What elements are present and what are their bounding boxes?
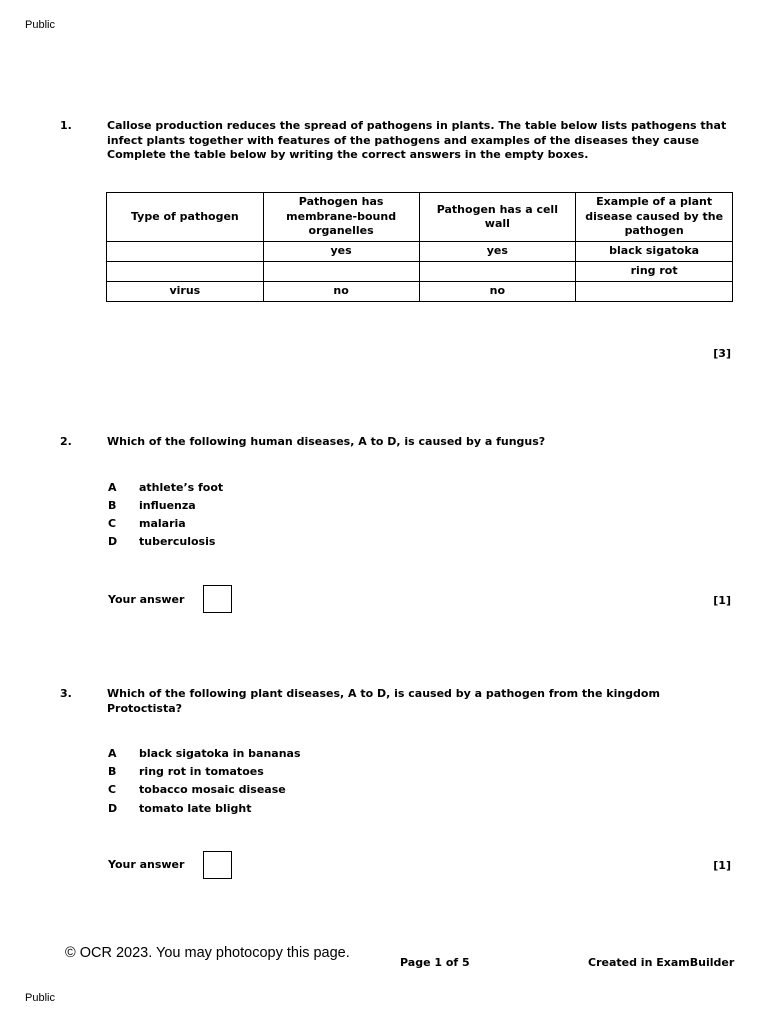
option-text: malaria [139,517,186,530]
table-cell: ring rot [576,262,733,282]
table-cell: no [263,282,419,302]
q1-question-text [107,119,727,163]
q2-answer-box[interactable] [203,585,232,613]
footer-copyright: © OCR 2023. You may photocopy this page. [65,945,350,961]
q3-question-text: Which of the following plant diseases, A to D, is caused by a pathogen from the kingdom Protoctista? [107,687,660,715]
table-cell-empty[interactable] [576,282,733,302]
option-text: tomato late blight [139,802,252,815]
q3-option-a [108,747,508,765]
table-cell: virus [107,282,264,302]
q1-number: 1. [60,119,72,132]
option-letter: B [108,499,117,512]
q3-marks: [1] [713,859,731,872]
footer-classification: Public [25,992,55,1004]
pathogen-table [106,192,733,302]
option-letter: A [108,747,117,760]
option-letter: D [108,535,118,548]
q1-marks: [3] [713,347,731,360]
table-header-cell: Example of a plant disease caused by the pathogen [576,193,733,242]
table-cell-empty[interactable] [107,242,264,262]
option-text: tobacco mosaic disease [139,783,286,796]
table-cell: black sigatoka [576,242,733,262]
q3-option-d [108,802,508,820]
option-text: black sigatoka in bananas [139,747,301,760]
option-letter: C [108,517,117,530]
table-row [107,242,733,262]
q3-option-c [108,783,508,801]
table-cell: no [419,282,576,302]
q1-text: Callose production reduces the spread of pathogens in plants. The table below lists pathogens that infect plants together with features of the pathogens and examples of the diseases they cause [107,119,727,147]
q3-answer-label: Your answer [108,858,185,871]
q2-option-c [108,517,508,535]
q2-marks: [1] [713,594,731,607]
table-header-cell: Type of pathogen [107,193,264,242]
option-text: ring rot in tomatoes [139,765,264,778]
table-header-row [107,193,733,242]
footer-page-number: Page 1 of 5 [400,956,470,969]
q3-answer-box[interactable] [203,851,232,879]
table-cell-empty[interactable] [107,262,264,282]
table-header-cell: Pathogen has membrane-bound organelles [263,193,419,242]
option-text: tuberculosis [139,535,216,548]
q2-question-text: Which of the following human diseases, A to D, is caused by a fungus? [107,435,546,448]
q1-instruction: Complete the table below by writing the correct answers in the empty boxes. [107,148,589,161]
table-cell: yes [263,242,419,262]
option-text: athlete’s foot [139,481,224,494]
table-cell-empty[interactable] [419,262,576,282]
table-row [107,282,733,302]
option-letter: A [108,481,117,494]
q2-option-b [108,499,508,517]
q3-number: 3. [60,687,72,700]
table-row [107,262,733,282]
header-classification: Public [25,19,55,31]
q2-answer-label: Your answer [108,593,185,606]
option-letter: D [108,802,118,815]
option-letter: C [108,783,117,796]
table-header-cell: Pathogen has a cell wall [419,193,576,242]
q2-number: 2. [60,435,72,448]
option-letter: B [108,765,117,778]
q2-option-a [108,481,508,499]
table-cell: yes [419,242,576,262]
q2-option-d [108,535,508,553]
option-text: influenza [139,499,196,512]
footer-created: Created in ExamBuilder [588,956,735,969]
q3-option-b [108,765,508,783]
table-cell-empty[interactable] [263,262,419,282]
